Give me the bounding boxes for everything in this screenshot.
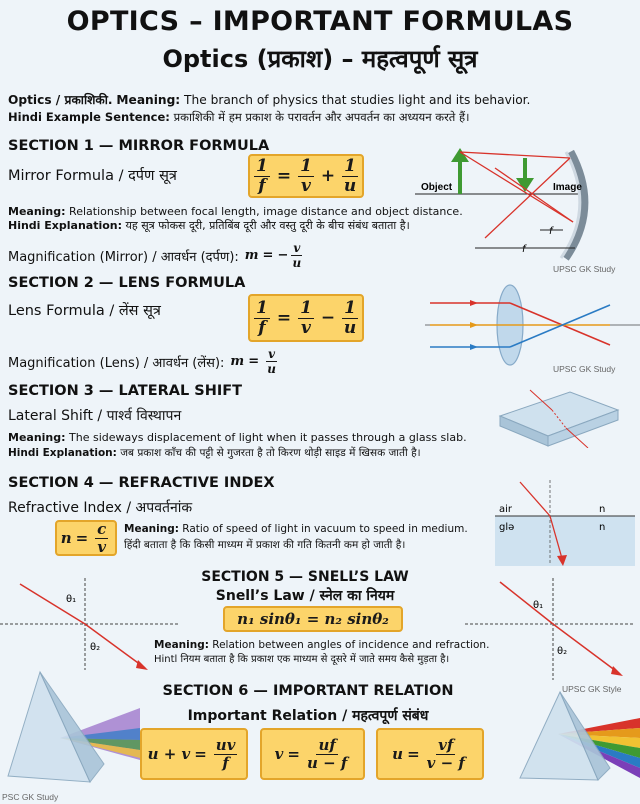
mirror-formula-box: $\frac{1}{f}$ = $\frac{1}{v}$ + $\frac{1}{u}$	[248, 154, 364, 198]
intro-meaning: The branch of physics that studies light and its behavior.	[184, 93, 531, 107]
section3-heading: SECTION 3 — LATERAL SHIFT	[8, 383, 243, 399]
important-relation-name: Important Relation / महत्वपूर्ण संबंध	[187, 708, 429, 724]
mirror-hindi: Hindi Explanation: यह सूत्र फोकस दूरी, प्रतिबिंब दूरी और वस्तु दूरी के बीच संबंध बताता है।	[8, 219, 410, 232]
snell-formula-box: n₁ sinθ₁ = n₂ sinθ₂	[223, 606, 403, 632]
page-title: OPTICS – IMPORTANT FORMULAS	[66, 6, 574, 37]
svg-text:n: n	[599, 522, 606, 533]
intro-meaning-label: Meaning:	[116, 93, 181, 107]
section1-heading: SECTION 1 — MIRROR FORMULA	[8, 138, 270, 154]
refraction-diagram	[495, 478, 635, 566]
relation-formula-2: v = $\frac{uf}{u - f}$	[260, 728, 365, 780]
relation-formula-1: u + v = $\frac{uv}{f}$	[140, 728, 248, 780]
intro-term: Optics / प्रकाशिकी.	[8, 93, 113, 107]
svg-text:θ₂: θ₂	[90, 642, 101, 653]
mirror-meaning: Meaning: Relationship between focal length, image distance and object distance.	[8, 205, 463, 218]
prism-left-image	[0, 668, 140, 790]
svg-text:θ₂: θ₂	[557, 646, 568, 657]
mirror-formula-name: Mirror Formula / दर्पण सूत्र	[8, 168, 177, 184]
watermark: UPSC GK Style	[562, 684, 622, 694]
snell-left-diagram	[0, 578, 180, 670]
refractive-hindi: हिंदी बताता है कि किसी माध्यम में प्रकाश की गति कितनी कम हो जाती है।	[124, 539, 406, 551]
snell-meaning: Meaning: Relation between angles of incidence and refraction.	[154, 639, 490, 651]
lens-formula-name: Lens Formula / लेंस सूत्र	[8, 303, 161, 319]
snell-law-name: Snell’s Law / स्नेल का नियम	[215, 588, 395, 604]
snell-right-diagram	[465, 578, 635, 680]
svg-text:air: air	[499, 504, 513, 515]
page-subtitle: Optics (प्रकाश) – महत्वपूर्ण सूत्र	[162, 45, 478, 73]
diagram-image-label: Image	[553, 182, 582, 193]
diagram-object-label: Object	[421, 182, 453, 193]
refractive-meaning: Meaning: Ratio of speed of light in vacuum to speed in medium.	[124, 523, 468, 535]
watermark: UPSC GK Study	[553, 364, 616, 374]
prism-right-image	[498, 688, 640, 788]
section6-heading: SECTION 6 — IMPORTANT RELATION	[162, 683, 454, 699]
intro-example-label: Hindi Example Sentence:	[8, 110, 170, 124]
lens-formula-box: $\frac{1}{f}$ = $\frac{1}{v}$ − $\frac{1}{u}$	[248, 294, 364, 342]
svg-text:θ₁: θ₁	[66, 594, 77, 605]
svg-text:n: n	[599, 504, 606, 515]
intro-example-line	[8, 109, 469, 125]
section4-heading: SECTION 4 — REFRACTIVE INDEX	[8, 475, 275, 491]
lens-magnification: Magnification (Lens) / आवर्धन (लेंस): m = $\frac{v}{u}$	[8, 347, 276, 376]
lens-diagram	[425, 283, 640, 369]
lateral-meaning: Meaning: The sideways displacement of light when it passes through a glass slab.	[8, 431, 467, 444]
refractive-index-name: Refractive Index / अपवर्तनांक	[8, 500, 193, 516]
svg-text:θ₁: θ₁	[533, 600, 544, 611]
section5-heading: SECTION 5 — SNELL’S LAW	[201, 569, 409, 585]
svg-text:glə: glə	[499, 522, 515, 533]
watermark: PSC GK Study	[2, 792, 59, 802]
relation-formula-3: u = $\frac{vf}{v - f}$	[376, 728, 484, 780]
intro-example: प्रकाशिकी में हम प्रकाश के परावर्तन और अपवर्तन का अध्ययन करते हैं।	[173, 110, 470, 124]
refractive-formula-box: n = $\frac{c}{v}$	[55, 520, 117, 556]
lateral-hindi: Hindi Explanation: जब प्रकाश काँच की पट्टी से गुजरता है तो किरण थोड़ी साइड में खिसक जाती है।	[8, 447, 421, 459]
intro-line	[8, 92, 530, 108]
svg-text:f: f	[522, 244, 526, 255]
section2-heading: SECTION 2 — LENS FORMULA	[8, 275, 246, 291]
mirror-magnification: Magnification (Mirror) / आवर्धन (दर्पण): m = − $\frac{v}{u}$	[8, 241, 302, 270]
watermark: UPSC GK Study	[553, 264, 616, 274]
snell-hindi: Hintl नियम बताता है कि प्रकाश एक माध्यम से दूसरे में जाते समय कैसे मुड़ता है।	[154, 654, 450, 665]
svg-text:f: f	[549, 226, 553, 237]
lateral-shift-name: Lateral Shift / पार्श्व विस्थापन	[8, 408, 182, 424]
